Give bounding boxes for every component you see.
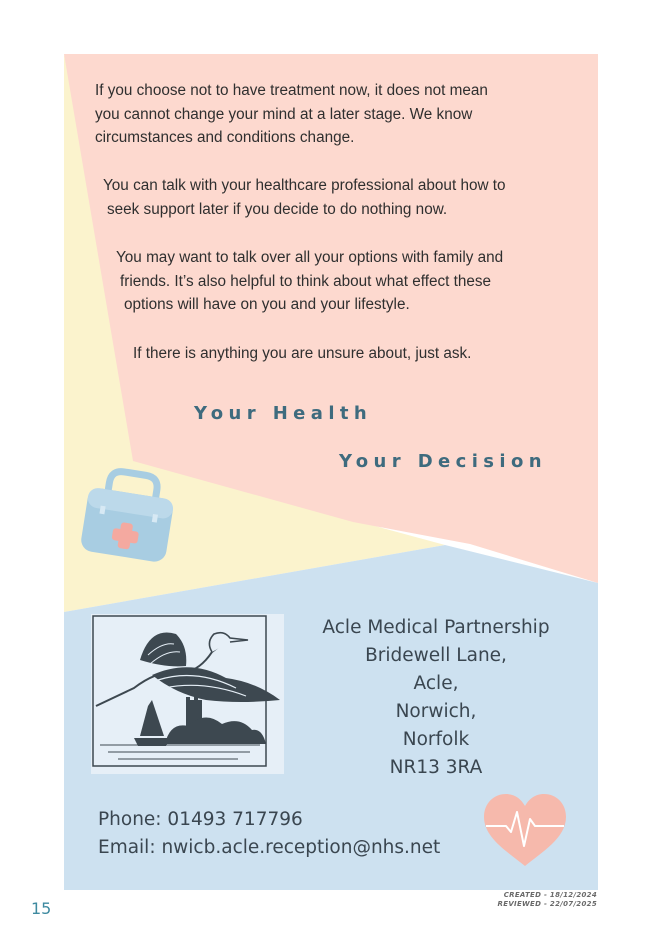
paragraph-line: circumstances and conditions change. [95,129,355,146]
heron-church-logo [91,614,284,774]
practice-address [296,614,576,782]
paragraph-just-ask [133,342,471,366]
created-date: CREATED - 18/12/2024 [503,891,597,899]
reviewed-date: REVIEWED - 22/07/2025 [497,900,597,908]
paragraph-line: If you choose not to have treatment now, it does not mean [95,82,488,99]
email-address[interactable]: Email: nwicb.acle.reception@nhs.net [98,837,441,858]
paragraph-line: If there is anything you are unsure about, just ask. [133,345,472,362]
paragraph-family-friends [116,246,503,317]
paragraph-line: friends. It’s also helpful to think about what effect these [120,272,492,290]
paragraph-line: options will have on you and your lifestyle. [124,296,410,313]
slogan-your-decision: Your Decision [339,451,547,472]
address-line-postcode: NR13 3RA [389,757,483,778]
address-line-city: Norwich, [395,701,477,722]
paragraph-line: You may want to talk over all your options with family and [116,249,504,266]
address-line-practice-name: Acle Medical Partnership [322,617,550,638]
paragraph-line: seek support later if you decide to do nothing now. [107,200,448,218]
phone-number[interactable]: Phone: 01493 717796 [98,809,303,830]
paragraph-seek-support [103,174,506,221]
address-line-village: Acle, [413,673,459,694]
paragraph-line: you cannot change your mind at a later stage. We know [95,105,473,123]
slogan-your-health: Your Health [194,403,373,424]
paragraph-change-mind [95,79,488,150]
paragraph-line: You can talk with your healthcare professional about how to [103,177,506,194]
address-line-county: Norfolk [402,729,470,750]
page-number: 15 [31,899,52,918]
address-line-street: Bridewell Lane, [365,645,507,666]
